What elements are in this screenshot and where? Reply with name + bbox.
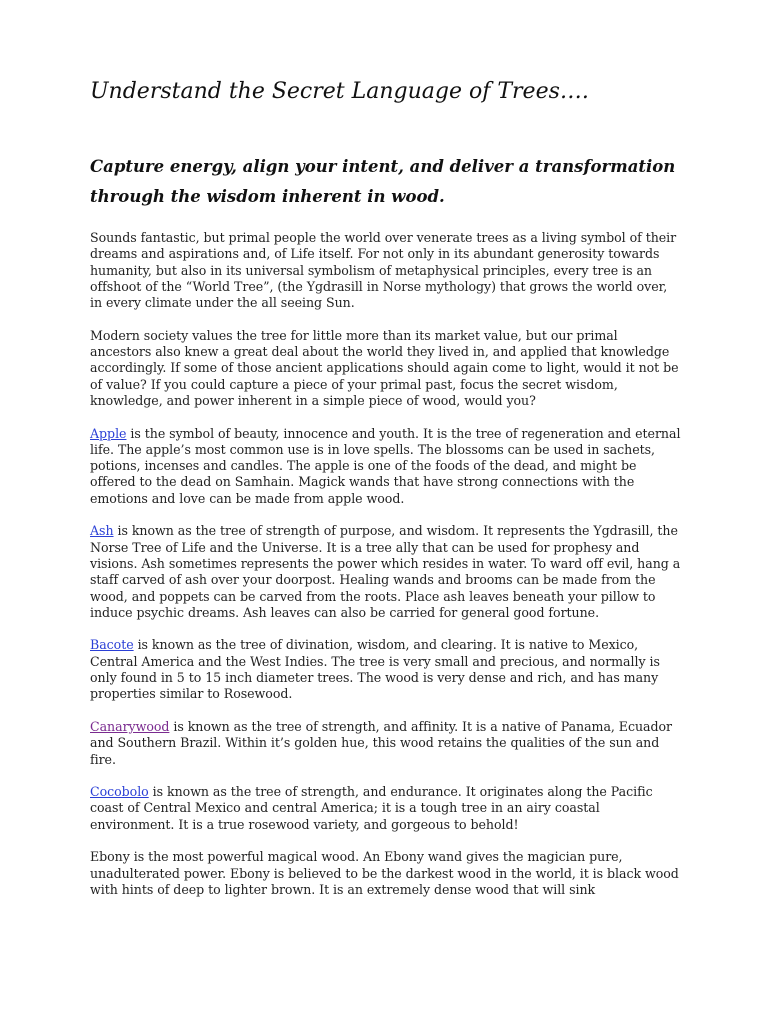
paragraph-intro	[90, 230, 682, 311]
paragraph-canarywood-text: is known as the tree of strength, and affinity. It is a native of Panama, Ecuador and Southern Brazil. Within it’s golden hue, this wood retains the qualities of the sun and fire.	[90, 718, 672, 767]
paragraph-bacote-text: is known as the tree of divination, wisdom, and clearing. It is native to Mexico, Central America and the West Indies. The tree is very small and precious, and normally is only found in 5 to 15 inch diameter trees. The wood is very dense and rich, and has many properties similar to Rosewood.	[90, 637, 660, 702]
paragraph-cocobolo	[90, 784, 682, 833]
page-title: Understand the Secret Language of Trees….	[90, 79, 589, 104]
paragraph-cocobolo-text: is known as the tree of strength, and endurance. It originates along the Pacific coast of Central Mexico and central America; it is a tough tree in an airy coastal environment. It is a true rosewood variety, and gorgeous to behold!	[90, 784, 653, 832]
paragraph-canarywood	[90, 719, 682, 768]
paragraph-modern-society-text: Modern society values the tree for little more than its market value, but our primal ancestors also knew a great deal about the world they lived in, and applied that knowledge accordingly. If some of those ancient applications should again come to light, would it not be of value? If you could capture a piece of your primal past, focus the secret wisdom, knowledge, and power inherent in a simple piece of wood, would you?	[90, 327, 679, 408]
paragraph-ebony-text: Ebony is the most powerful magical wood. An Ebony wand gives the magician pure, unadulterated power. Ebony is believed to be the darkest wood in the world, it is black wood with hints of deep to lighter brown. It is an extremely dense wood that will sink	[90, 849, 679, 897]
paragraph-apple-text: is the symbol of beauty, innocence and youth. It is the tree of regeneration and eternal life. The apple’s most common use is in love spells. The blossoms can be used in sachets, potions, incenses and candles. The apple is one of the foods of the dead, and might be offered to the dead on Samhain. Magick wands that have strong connections with the emotions and love can be made from apple wood.	[90, 425, 681, 506]
apple-link[interactable]: Apple	[90, 425, 127, 441]
cocobolo-link[interactable]: Cocobolo	[90, 784, 149, 800]
canarywood-link[interactable]: Canarywood	[90, 718, 170, 734]
paragraph-apple	[90, 426, 682, 507]
body-text	[90, 230, 682, 914]
paragraph-intro-text: Sounds fantastic, but primal people the world over venerate trees as a living symbol of their dreams and aspirations and, of Life itself. For not only in its abundant generosity towards humanity, but also in its universal symbolism of metaphysical principles, every tree is an offshoot of the “World Tree”, (the Ygdrasill in Norse mythology) that grows the world over, in every climate under the all seeing Sun.	[90, 230, 677, 311]
paragraph-ash	[90, 523, 682, 621]
page-subtitle: Capture energy, align your intent, and deliver a transformation through the wisdom inherent in wood.	[90, 157, 676, 206]
bacote-link[interactable]: Bacote	[90, 637, 134, 653]
paragraph-modern-society	[90, 328, 682, 409]
paragraph-ebony	[90, 849, 682, 898]
paragraph-bacote	[90, 637, 682, 702]
paragraph-ash-text: is known as the tree of strength of purpose, and wisdom. It represents the Ygdrasill, the Norse Tree of Life and the Universe. It is a tree ally that can be used for prophesy and visions. Ash sometimes represents the power which resides in water. To ward off evil, hang a staff carved of ash over your doorpost. Healing wands and brooms can be made from the wood, and poppets can be carved from the roots. Place ash leaves beneath your pillow to induce psychic dreams. Ash leaves can also be carried for general good fortune.	[90, 523, 681, 620]
ash-link[interactable]: Ash	[90, 523, 114, 539]
